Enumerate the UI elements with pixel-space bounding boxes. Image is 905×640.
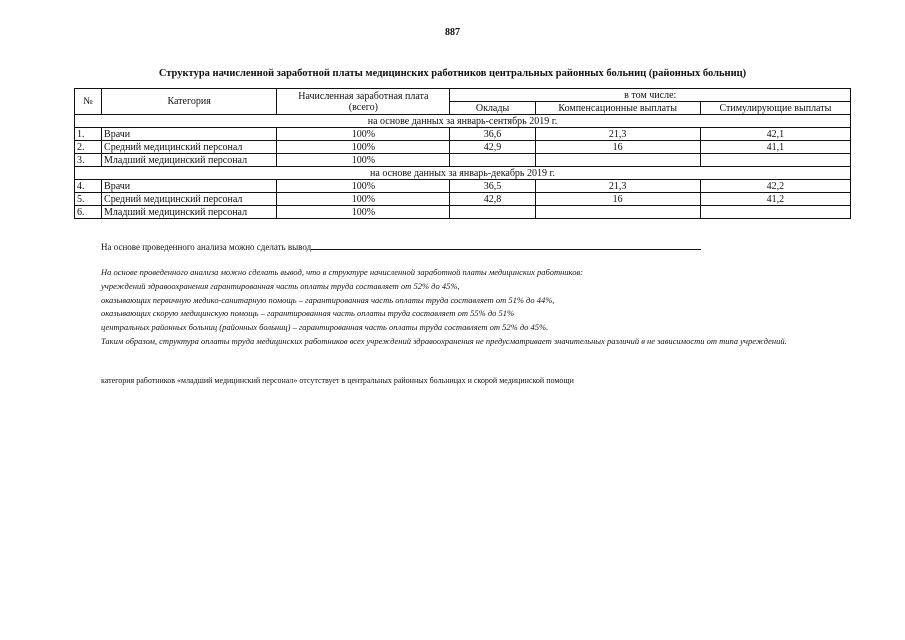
cell-salaries: 42,9 xyxy=(450,141,535,154)
header-total xyxy=(277,89,450,115)
table-row xyxy=(75,180,851,193)
cell-num: 4. xyxy=(75,180,102,193)
salary-structure-table xyxy=(74,88,851,219)
period-row xyxy=(75,115,851,128)
cell-compensation xyxy=(535,206,700,219)
period-label: на основе данных за январь-декабрь 2019 г. xyxy=(75,167,851,180)
cell-num: 3. xyxy=(75,154,102,167)
table-row xyxy=(75,154,851,167)
analysis-paragraph: учреждений здравоохранения гарантированная часть оплаты труда составляет от 52% до 45%, xyxy=(101,280,460,291)
analysis-paragraph: оказывающих первичную медико-санитарную помощь – гарантированная часть оплаты труда составляет от 51% до 44%, xyxy=(101,294,555,305)
header-incentive: Стимулирующие выплаты xyxy=(700,102,850,115)
table-row xyxy=(75,141,851,154)
analysis-text xyxy=(101,266,851,349)
header-compensation: Компенсационные выплаты xyxy=(535,102,700,115)
cell-total: 100% xyxy=(277,206,450,219)
conclusion-prompt xyxy=(101,240,701,252)
footnote: категория работников «младший медицинский персонал» отсутствует в центральных районных больницах и скорой медицинской помощи xyxy=(101,376,574,385)
period-row xyxy=(75,167,851,180)
cell-compensation xyxy=(535,154,700,167)
cell-num: 2. xyxy=(75,141,102,154)
cell-compensation: 21,3 xyxy=(535,128,700,141)
cell-salaries: 42,8 xyxy=(450,193,535,206)
period-label: на основе данных за январь-сентябрь 2019 г. xyxy=(75,115,851,128)
page-number: 887 xyxy=(445,27,460,38)
analysis-paragraph: центральных районных больниц (районных больниц) – гарантированная часть оплаты труда составляет от 52% до 45%. xyxy=(101,322,549,333)
conclusion-blank-line xyxy=(311,240,701,250)
header-including: в том числе: xyxy=(450,89,851,102)
cell-total: 100% xyxy=(277,180,450,193)
cell-total: 100% xyxy=(277,154,450,167)
cell-total: 100% xyxy=(277,141,450,154)
cell-category: Средний медицинский персонал xyxy=(102,193,277,206)
header-salaries: Оклады xyxy=(450,102,535,115)
header-num: № xyxy=(75,89,102,115)
cell-incentive: 41,2 xyxy=(700,193,850,206)
document-title: Структура начисленной заработной платы медицинских работников центральных районных больниц (районных больниц) xyxy=(158,68,747,79)
table-row xyxy=(75,128,851,141)
cell-salaries: 36,6 xyxy=(450,128,535,141)
cell-num: 5. xyxy=(75,193,102,206)
cell-incentive: 42,1 xyxy=(700,128,850,141)
cell-category: Средний медицинский персонал xyxy=(102,141,277,154)
cell-num: 6. xyxy=(75,206,102,219)
cell-incentive xyxy=(700,206,850,219)
cell-compensation: 16 xyxy=(535,141,700,154)
cell-num: 1. xyxy=(75,128,102,141)
analysis-paragraph: оказывающих скорую медицинскую помощь – гарантированная часть оплаты труда составляет от 55% до 51% xyxy=(101,308,515,319)
cell-compensation: 21,3 xyxy=(535,180,700,193)
cell-category: Младший медицинский персонал xyxy=(102,154,277,167)
cell-salaries xyxy=(450,154,535,167)
cell-salaries: 36,5 xyxy=(450,180,535,193)
cell-incentive xyxy=(700,154,850,167)
table-row xyxy=(75,206,851,219)
analysis-paragraph: Таким образом, структура оплаты труда медицинских работников всех учреждений здравоохранения не предусматривает значительных различий в не зависимости от типа учреждений. xyxy=(101,335,787,346)
cell-category: Врачи xyxy=(102,128,277,141)
header-category: Категория xyxy=(102,89,277,115)
analysis-paragraph: На основе проведенного анализа можно сделать вывод, что в структуре начисленной заработной платы медицинских работников: xyxy=(101,267,583,277)
table-body xyxy=(75,115,851,219)
header-total-line2: (всего) xyxy=(348,101,378,113)
cell-category: Младший медицинский персонал xyxy=(102,206,277,219)
table-header-row xyxy=(75,89,851,102)
cell-compensation: 16 xyxy=(535,193,700,206)
cell-salaries xyxy=(450,206,535,219)
cell-total: 100% xyxy=(277,193,450,206)
cell-incentive: 41,1 xyxy=(700,141,850,154)
header-total-line1: Начисленная заработная плата xyxy=(298,90,429,102)
cell-total: 100% xyxy=(277,128,450,141)
cell-incentive: 42,2 xyxy=(700,180,850,193)
cell-category: Врачи xyxy=(102,180,277,193)
table-row xyxy=(75,193,851,206)
conclusion-prompt-text: На основе проведенного анализа можно сделать вывод xyxy=(101,242,312,252)
